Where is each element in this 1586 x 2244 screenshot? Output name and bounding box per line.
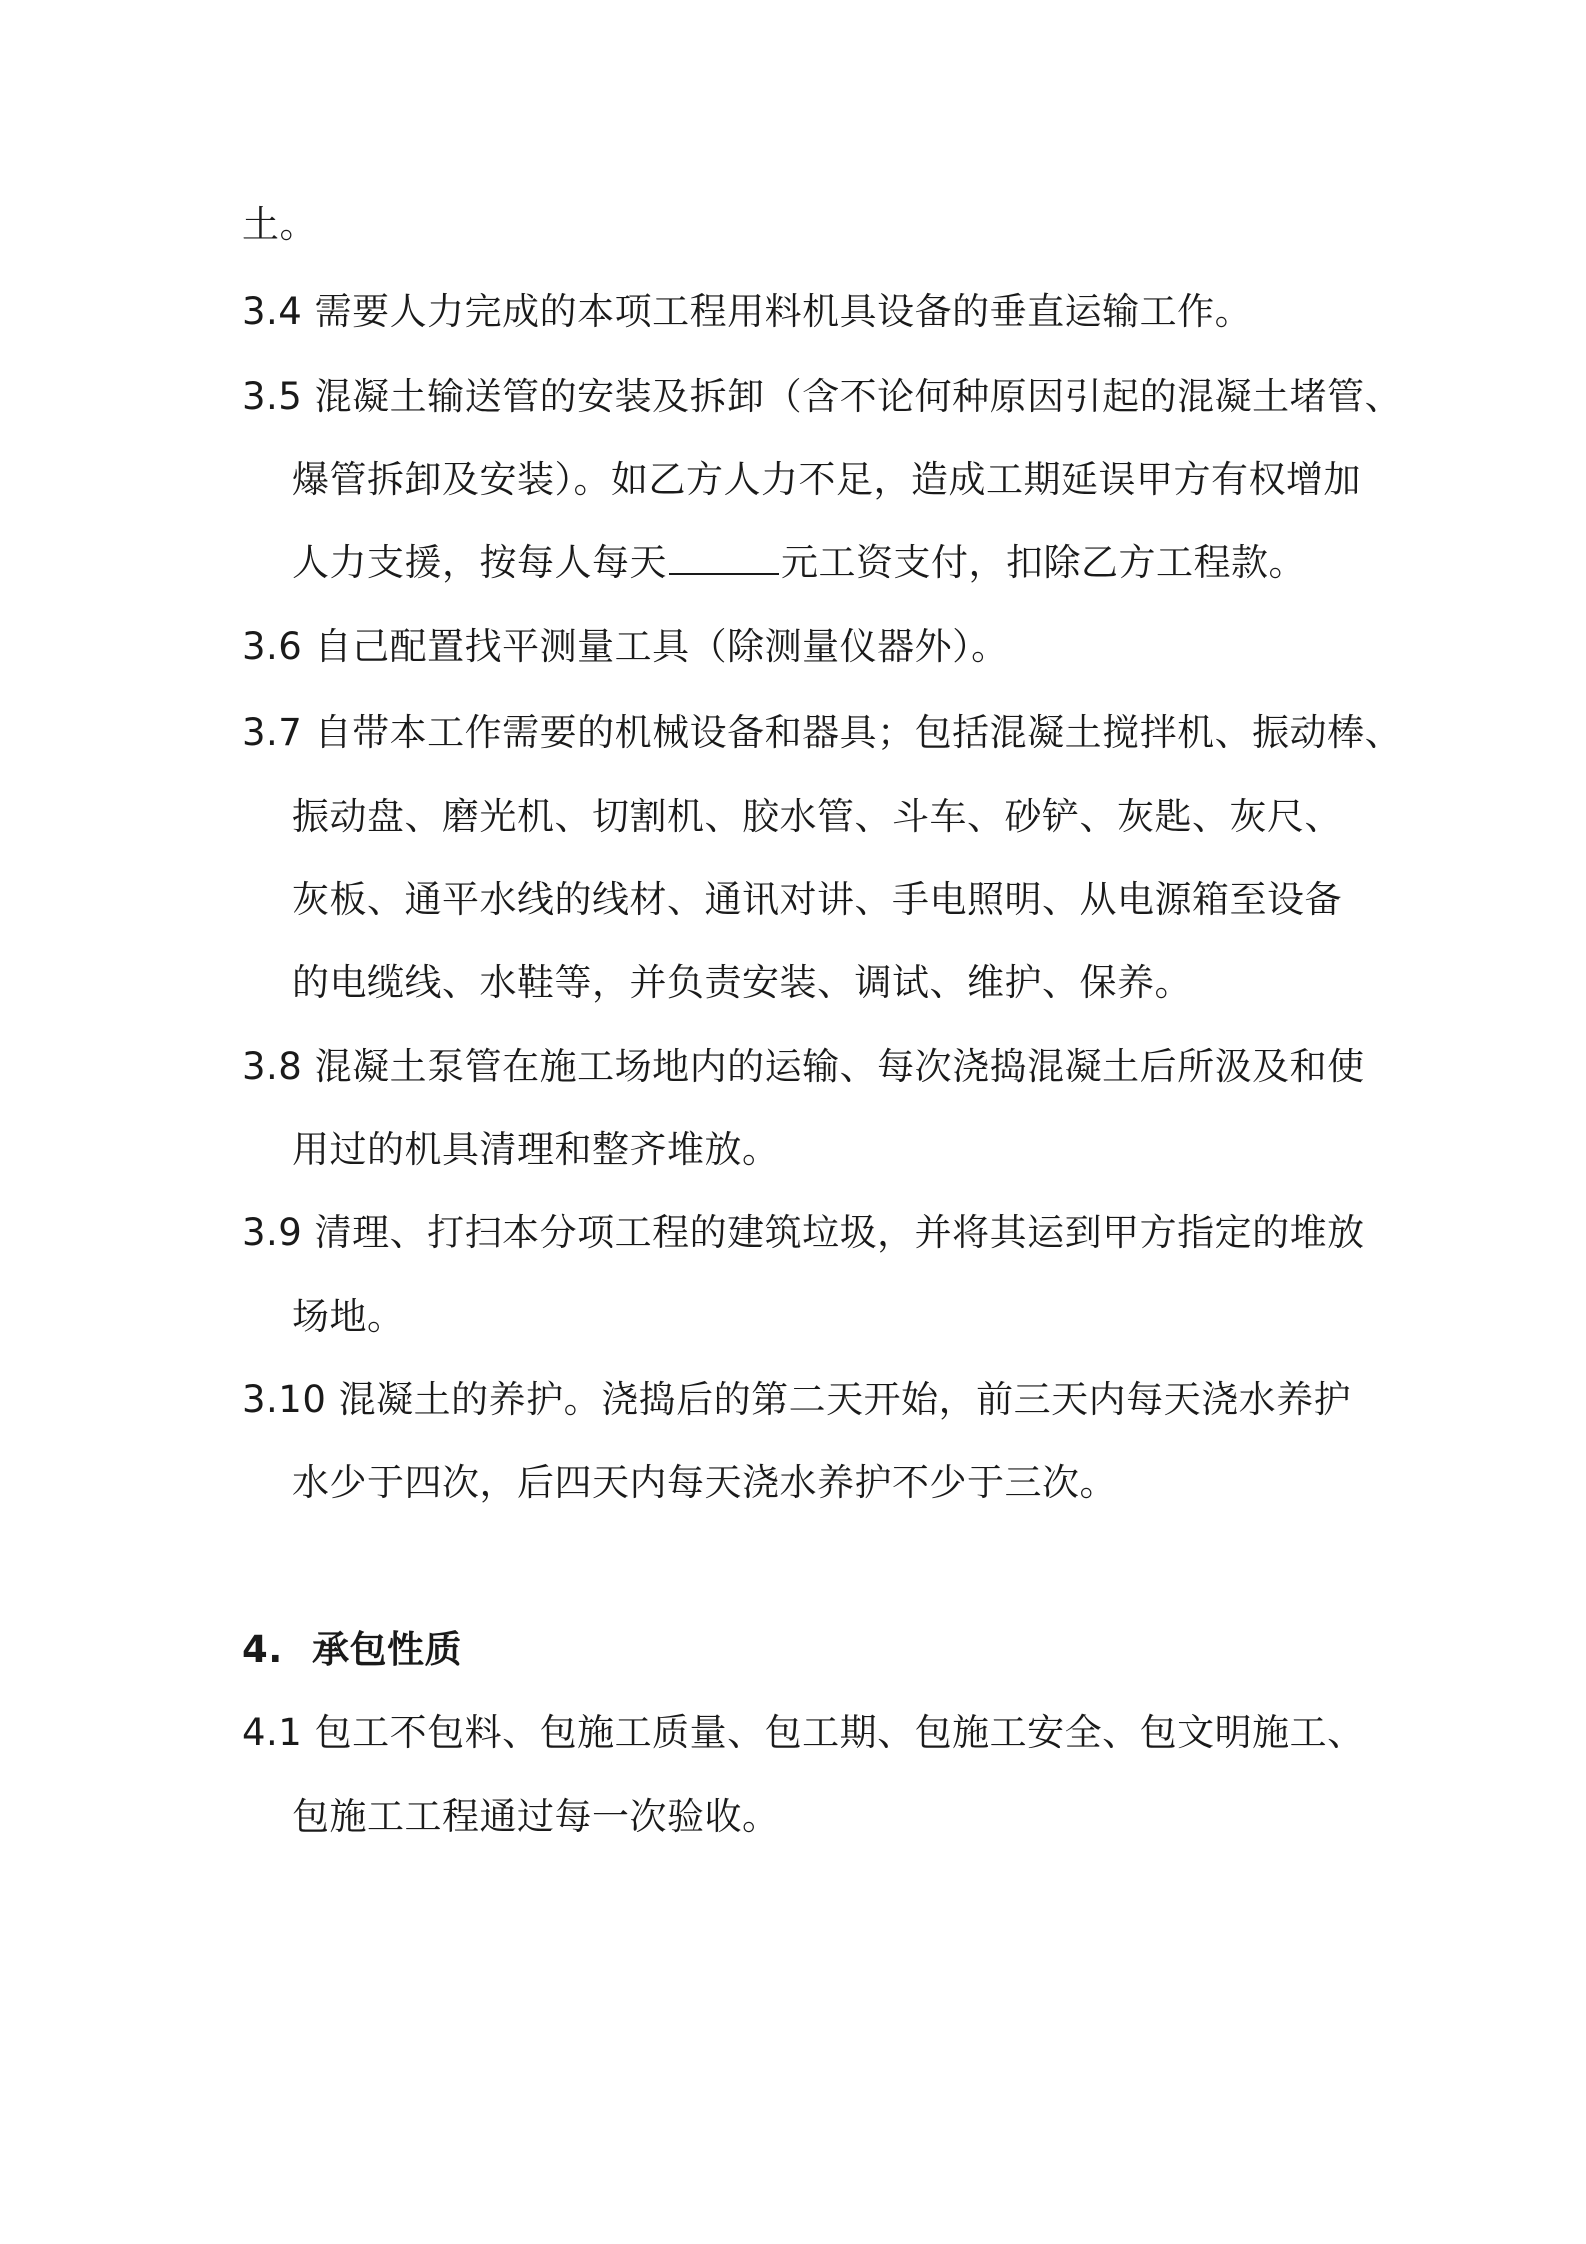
clause-3-8-cont: 用过的机具清理和整齐堆放。 <box>292 1128 780 1171</box>
clause-4-1-cont: 包施工工程通过每一次验收。 <box>292 1795 780 1838</box>
clause-3-7-cont: 振动盘、磨光机、切割机、胶水管、斗车、砂铲、灰匙、灰尺、 <box>292 795 1342 838</box>
clause-3-5: 3.5 混凝土输送管的安装及拆卸（含不论何种原因引起的混凝土堵管、 <box>242 375 1403 418</box>
wage-blank-field <box>669 539 779 575</box>
section-heading <box>242 1625 462 1675</box>
clause-3-6: 3.6 自己配置找平测量工具（除测量仪器外）。 <box>242 625 1009 668</box>
clause-3-9: 3.9 清理、打扫本分项工程的建筑垃圾，并将其运到甲方指定的堆放 <box>242 1211 1365 1254</box>
section-number: 4. <box>242 1628 283 1671</box>
clause-3-8: 3.8 混凝土泵管在施工场地内的运输、每次浇捣混凝土后所汲及和使 <box>242 1045 1365 1088</box>
clause-3-7-cont: 灰板、通平水线的线材、通讯对讲、手电照明、从电源箱至设备 <box>292 878 1342 921</box>
clause-3-5-text: 元工资支付，扣除乙方工程款。 <box>781 541 1306 584</box>
clause-3-9-cont: 场地。 <box>292 1295 405 1338</box>
clause-3-5-text: 人力支援，按每人每天 <box>292 541 667 584</box>
clause-3-5-cont: 爆管拆卸及安装）。如乙方人力不足，造成工期延误甲方有权增加 <box>292 458 1361 501</box>
clause-3-4: 3.4 需要人力完成的本项工程用料机具设备的垂直运输工作。 <box>242 290 1253 333</box>
paragraph-line: 土。 <box>242 203 317 246</box>
clause-3-10-cont: 水少于四次，后四天内每天浇水养护不少于三次。 <box>292 1461 1117 1504</box>
clause-3-7-cont: 的电缆线、水鞋等，并负责安装、调试、维护、保养。 <box>292 961 1192 1004</box>
clause-3-7: 3.7 自带本工作需要的机械设备和器具；包括混凝土搅拌机、振动棒、 <box>242 711 1403 754</box>
clause-3-5-cont <box>292 538 1306 588</box>
section-title: 承包性质 <box>312 1628 462 1671</box>
clause-4-1: 4.1 包工不包料、包施工质量、包工期、包施工安全、包文明施工、 <box>242 1711 1365 1754</box>
clause-3-10: 3.10 混凝土的养护。浇捣后的第二天开始，前三天内每天浇水养护 <box>242 1378 1352 1421</box>
